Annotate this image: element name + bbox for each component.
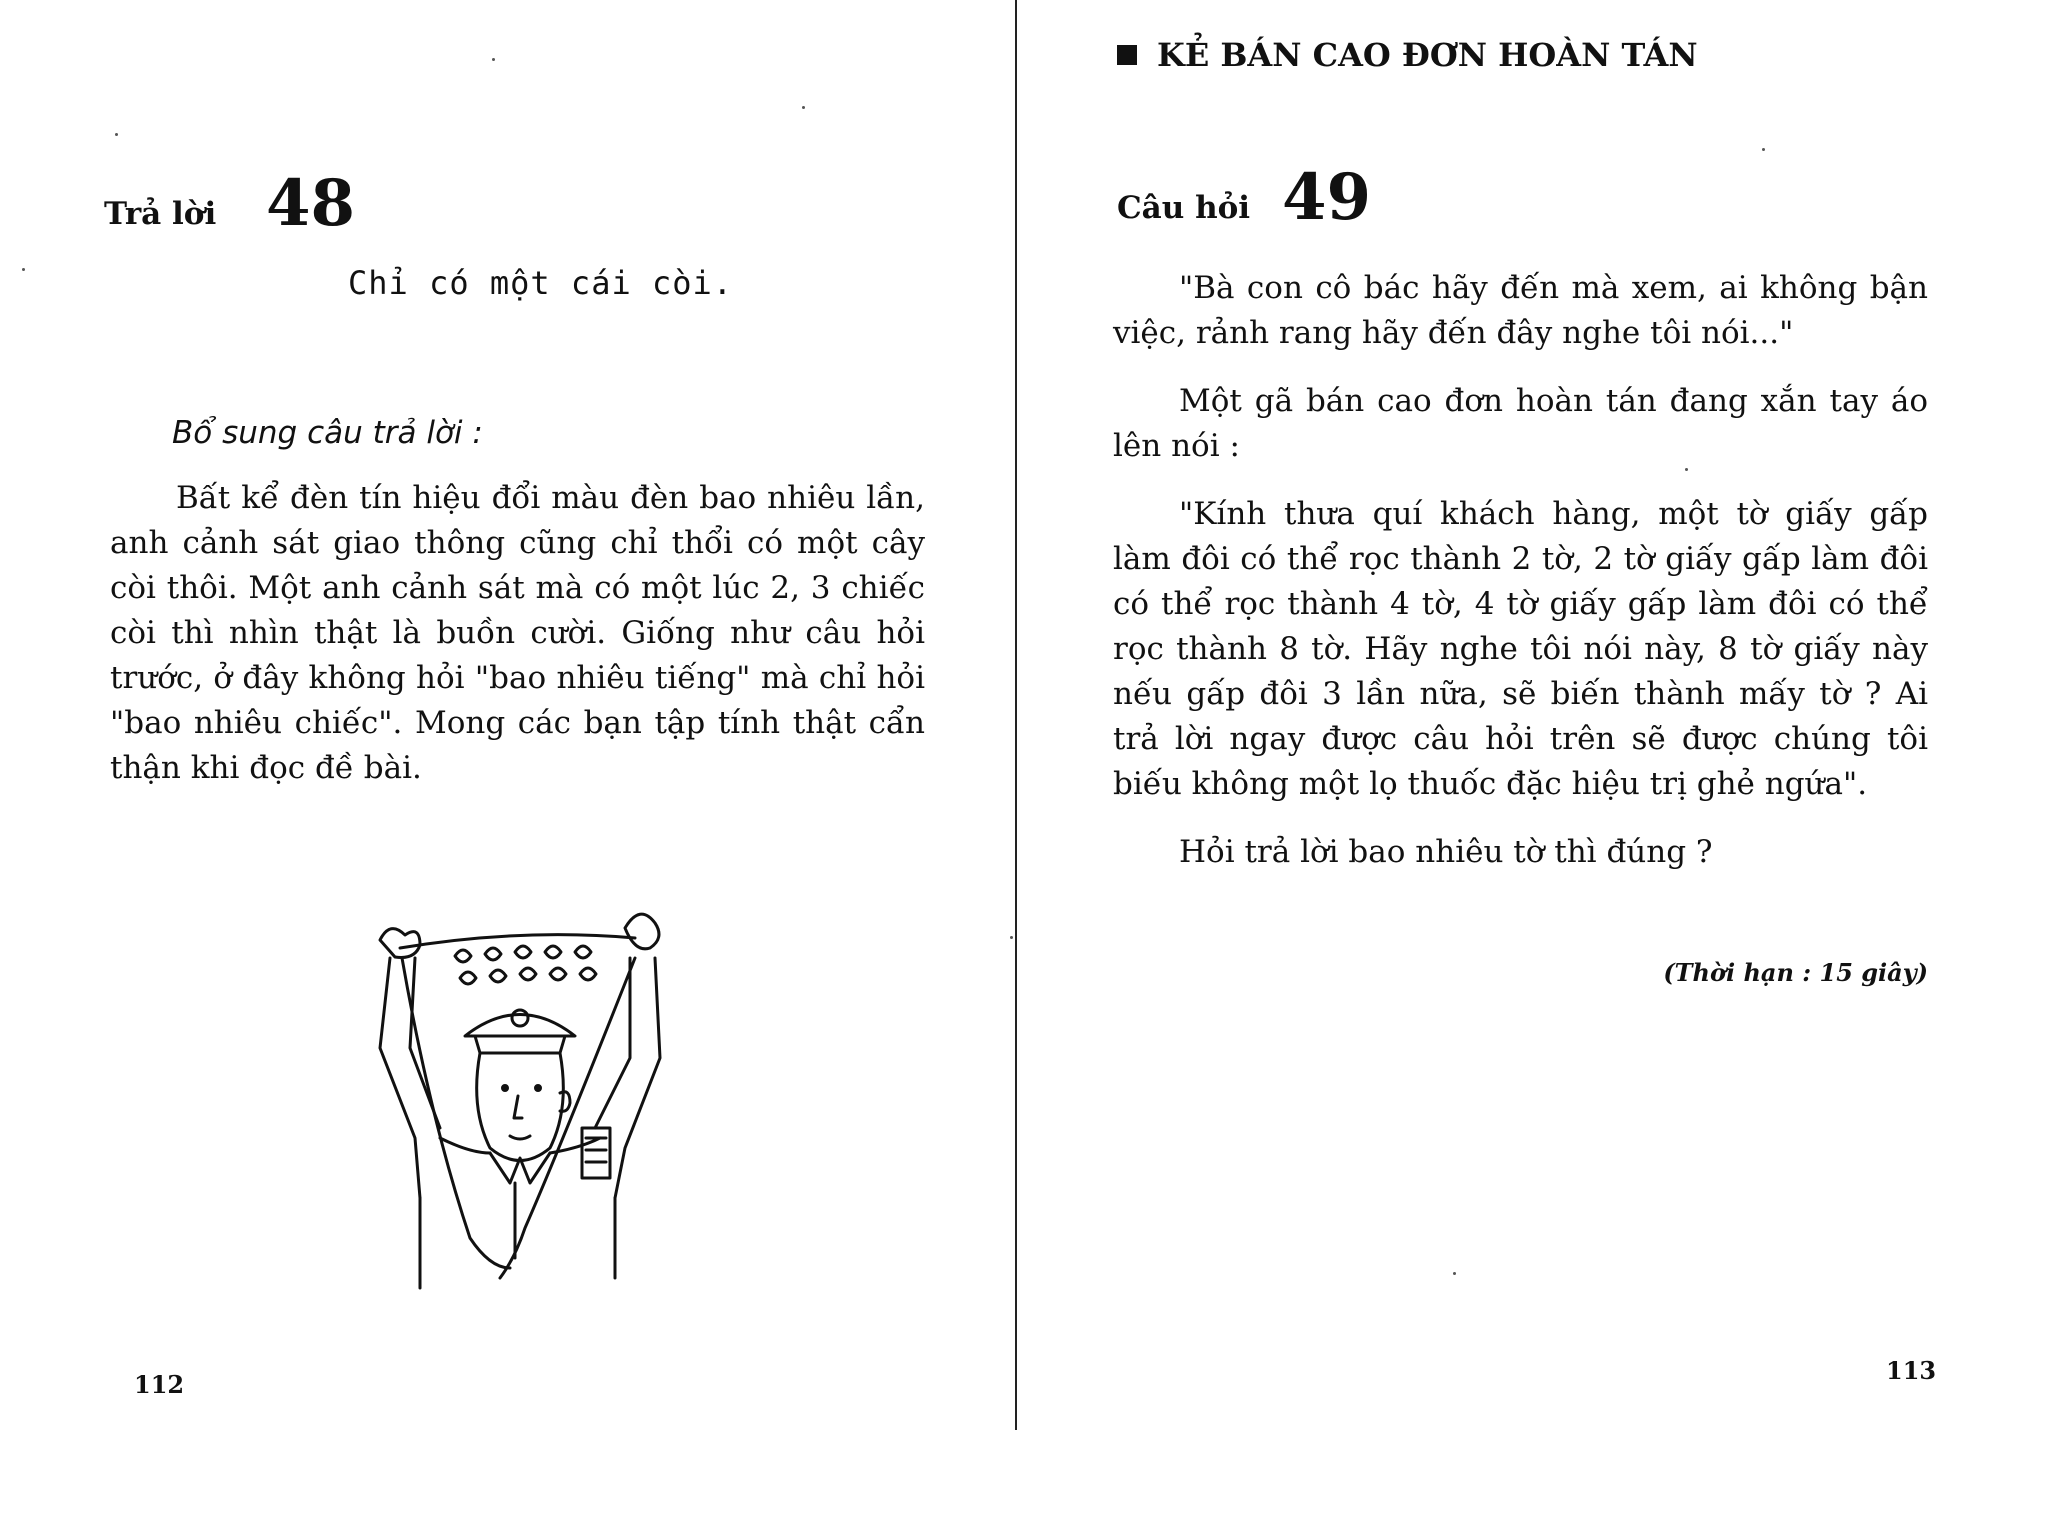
question-paragraph-2: Một gã bán cao đơn hoàn tán đang xắn tay áo lên nói : [1113, 383, 1928, 464]
time-limit: (Thời hạn : 15 giây) [1663, 958, 1928, 987]
scan-speck [1453, 1272, 1456, 1275]
question-paragraph-1: "Bà con cô bác hãy đến mà xem, ai không bận việc, rảnh rang hãy đến đây nghe tôi nói..." [1113, 270, 1928, 351]
supplement-text: Bất kể đèn tín hiệu đổi màu đèn bao nhiêu lần, anh cảnh sát giao thông cũng chỉ thổi có một cây còi thôi. Một anh cảnh sát mà có một lúc 2, 3 chiếc còi thì nhìn thật là buồn cười. Giống như câu hỏi trước, ở đây không hỏi "bao nhiêu tiếng" mà chỉ hỏi "bao nhiêu chiếc". Mong các bạn tập tính thật cẩn thận khi đọc đề bài. [110, 480, 925, 786]
question-paragraph-4: Hỏi trả lời bao nhiêu tờ thì đúng ? [1179, 834, 1713, 870]
policeman-holding-whistles-illustration [360, 898, 680, 1298]
question-paragraph-3: "Kính thưa quí khách hàng, một tờ giấy gấp làm đôi có thể rọc thành 2 tờ, 2 tờ giấy gấp làm đôi có thể rọc thành 4 tờ, 4 tờ giấy gấp làm đôi có thể rọc thành 8 tờ. Hãy nghe tôi nói này, 8 tờ giấy này nếu gấp đôi 3 lần nữa, sẽ biến thành mấy tờ ? Ai trả lời ngay được câu hỏi trên sẽ được chúng tôi biếu không một lọ thuốc đặc hiệu trị ghẻ ngứa". [1113, 496, 1928, 802]
scan-speck [22, 268, 25, 271]
answer-text: Chỉ có một cái còi. [348, 264, 734, 302]
scan-speck [1685, 468, 1688, 471]
chapter-title [1117, 36, 1698, 74]
gutter-divider [1015, 0, 1017, 1430]
left-page-number: 112 [134, 1370, 185, 1399]
scan-speck [1010, 936, 1013, 939]
answer-heading-label: Trả lời [104, 196, 217, 232]
scan-speck [492, 58, 495, 61]
supplement-paragraph [110, 476, 925, 814]
left-page [0, 0, 1010, 1516]
scan-speck [802, 106, 805, 109]
question-body [1113, 266, 1928, 898]
right-page [1020, 0, 2048, 1516]
right-page-number: 113 [1886, 1356, 1937, 1385]
supplement-heading: Bổ sung câu trả lời : [172, 415, 483, 451]
chapter-title-text: KẺ BÁN CAO ĐƠN HOÀN TÁN [1157, 36, 1698, 74]
square-bullet-icon [1117, 45, 1137, 65]
question-heading-label: Câu hỏi [1117, 190, 1251, 226]
question-heading-number: 49 [1282, 160, 1372, 235]
answer-heading-number: 48 [266, 166, 356, 241]
scan-speck [115, 133, 118, 136]
scan-speck [1762, 148, 1765, 151]
